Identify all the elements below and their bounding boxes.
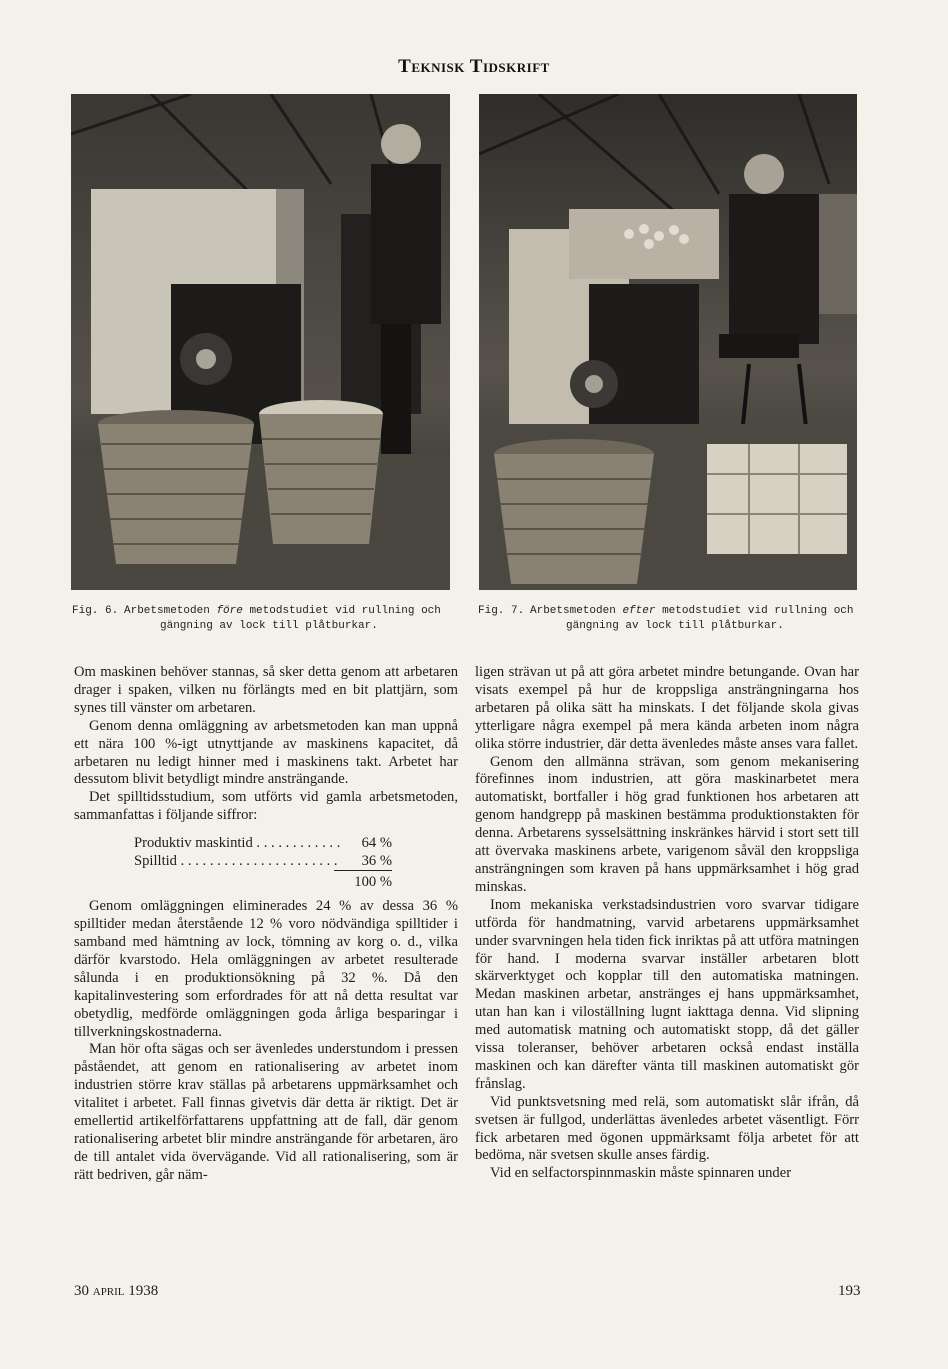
fig7-caption: Fig. 7. Arbetsmetoden efter metodstudiet vid rullning och gängning av lock till plåtburkar.	[478, 605, 854, 632]
table-row	[134, 852, 392, 870]
left-text-column	[74, 664, 458, 1185]
paragraph: Inom mekaniska verkstadsindustrien voro svarvar tidigare utförda för handmatning, varvid arbetarens uppmärksamhet under svarvningen hela tiden fick inriktas på att utföra matningen för hand. I moderna svarvar inställer arbetaren blott skärverktyget och kopplar till den automatiska matningen. Medan maskinen arbetar, anstränges ej hans uppmärksamhet, utan han kan i viloställning lugnt iakttaga denna. Vid slipning med automatisk matning och automatiskt stopp, då det gäller vissa toleranser, behöver arbetaren också endast inställa maskinen och kan därefter vänta till maskinen automatiskt gör frånslag.	[475, 896, 859, 1092]
paragraph: Genom denna omläggning av arbetsmetoden kan man uppnå ett nära 100 %-igt utnyttjande av maskinens kapacitet, då arbetaren nu ledigt hinner med i maskinens takt. Arbetet har dessutom blivit betydligt mindre ansträngande.	[74, 717, 458, 788]
spilltid-table	[134, 834, 392, 891]
paragraph: Det spilltidsstudium, som utförts vid gamla arbetsmetoden, sammanfattas i följande siffror:	[74, 789, 458, 824]
footer-date: 30 april 1938	[74, 1283, 159, 1299]
fig6-number: Fig. 6.	[72, 605, 119, 617]
table-label: Spilltid . . .	[134, 852, 340, 870]
page-number: 193	[838, 1283, 861, 1299]
table-total: 100 %	[334, 870, 392, 891]
paragraph: Genom den allmänna strävan, som genom mekanisering förefinnes inom industrien, att göra maskinarbetet mera automatiskt, bortfaller i hög grad funktionen hos arbetaren att genom handgrepp på maskinen bestämma produktionstakten för denna. Arbetarens sysselsättning inskränkes härvid i stort sett till att övervaka maskinens arbete, varigenom såväl den kroppsliga ansträngningen som kraven på hans uppmärksamhet i hög grad minskas.	[475, 753, 859, 895]
table-value: 36 %	[340, 852, 392, 870]
fig7-number: Fig. 7.	[478, 605, 525, 617]
paragraph: Vid en selfactorspinnmaskin måste spinnaren under	[490, 1165, 792, 1182]
fig7-photograph	[479, 94, 857, 590]
right-text-column	[475, 664, 859, 1183]
fig6-caption: Fig. 6. Arbetsmetoden före metodstudiet vid rullning och gängning av lock till plåtburkar.	[72, 605, 441, 632]
fig6-photograph	[71, 94, 450, 590]
paragraph: ligen strävan ut på att göra arbetet mindre betungande. Ovan har visats exempel på hur de kroppsliga ansträngningarna hos arbetaren på olika sätt ha minskats. I det följande skola givas ytterligare några exempel på mera kända arbeten inom några olika större industrier, där detta ävenledes måste anses vara fallet.	[475, 664, 859, 752]
paragraph: Man hör ofta sägas och ser ävenledes understundom i pressen påståendet, att genom en rationalisering av arbetet inom industrien större krav ställas på arbetarens uppmärksamhet och vitalitet i arbetet. Fall finnas givetvis där detta är riktigt. Det är emellertid artikelförfattarens uppfattning att de fall, där genom rationalisering arbetet blir mindre ansträngande för arbetaren, äro de till antalet vida övervägande. Vid all rationalisering, som är rätt bedriven, går näm-	[74, 1041, 458, 1183]
paragraph: Vid punktsvetsning med relä, som automatiskt slår ifrån, då svetsen är fullgod, underlättas ävenledes arbetet väsentligt. Förr fick arbetaren med ögonen uppmärksamt följa arbetet för att bedöma, när svetsen skulle anses färdig.	[475, 1093, 859, 1164]
table-label: Produktiv maskintid . . .	[134, 834, 340, 852]
table-row	[134, 834, 392, 852]
journal-masthead: Teknisk Tidskrift	[398, 56, 550, 77]
paragraph: Om maskinen behöver stannas, så sker detta genom att arbetaren drager i spaken, vilken nu förlängts med en bit plattjärn, som synes till vänster om arbetaren.	[74, 664, 458, 716]
table-value: 64 %	[340, 834, 392, 852]
paragraph: Genom omläggningen eliminerades 24 % av dessa 36 % spilltider medan återstående 12 % voro nödvändiga spilltider i samband med hämtning av lock, tömning av korg o. d., vilka därför kvarstodo. Hela omläggningen av arbetet resulterade sålunda i en produktionsökning på 32 %. Då den kapitalinvestering som erfordrades för att nå detta resultat var obetydlig, medförde omläggningen goda årliga besparingar i tillverkningskostnaderna.	[74, 898, 458, 1040]
